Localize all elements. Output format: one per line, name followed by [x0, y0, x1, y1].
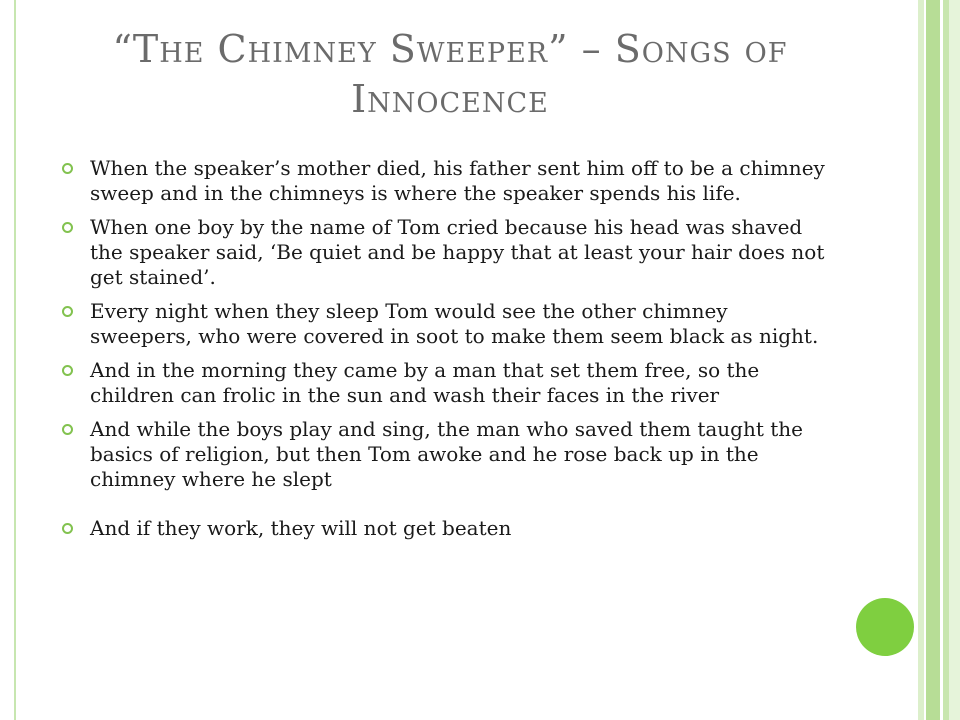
bullet-ring-icon — [62, 222, 73, 233]
bullet-ring-icon — [62, 306, 73, 317]
bullet-item — [62, 516, 832, 541]
green-circle-decoration — [856, 598, 914, 656]
bullet-item — [62, 299, 832, 349]
bullet-list — [62, 156, 832, 550]
bullet-ring-icon — [62, 523, 73, 534]
bullet-item — [62, 358, 832, 408]
bullet-ring-icon — [62, 365, 73, 376]
bullet-ring-icon — [62, 163, 73, 174]
bullet-item — [62, 156, 832, 206]
bullet-text: And if they work, they will not get beaten — [90, 516, 512, 540]
right-decorative-band — [918, 0, 960, 720]
slide-title: “The Chimney Sweeper” – Songs of Innocence — [112, 27, 788, 121]
bullet-text: When one boy by the name of Tom cried because his head was shaved the speaker said, ‘Be quiet and be happy that at least your hair does not get stained’. — [90, 215, 825, 289]
bullet-text: And in the morning they came by a man that set them free, so the children can frolic in the sun and wash their faces in the river — [90, 358, 760, 407]
bullet-item — [62, 417, 832, 492]
bullet-item — [62, 215, 832, 290]
bullet-ring-icon — [62, 424, 73, 435]
bullet-text: When the speaker’s mother died, his father sent him off to be a chimney sweep and in the chimneys is where the speaker spends his life. — [90, 156, 825, 205]
bullet-text: And while the boys play and sing, the man who saved them taught the basics of religion, but then Tom awoke and he rose back up in the chimney where he slept — [90, 417, 804, 491]
bullet-text: Every night when they sleep Tom would see the other chimney sweepers, who were covered in soot to make them seem black as night. — [90, 299, 819, 348]
left-divider-line — [14, 0, 16, 720]
